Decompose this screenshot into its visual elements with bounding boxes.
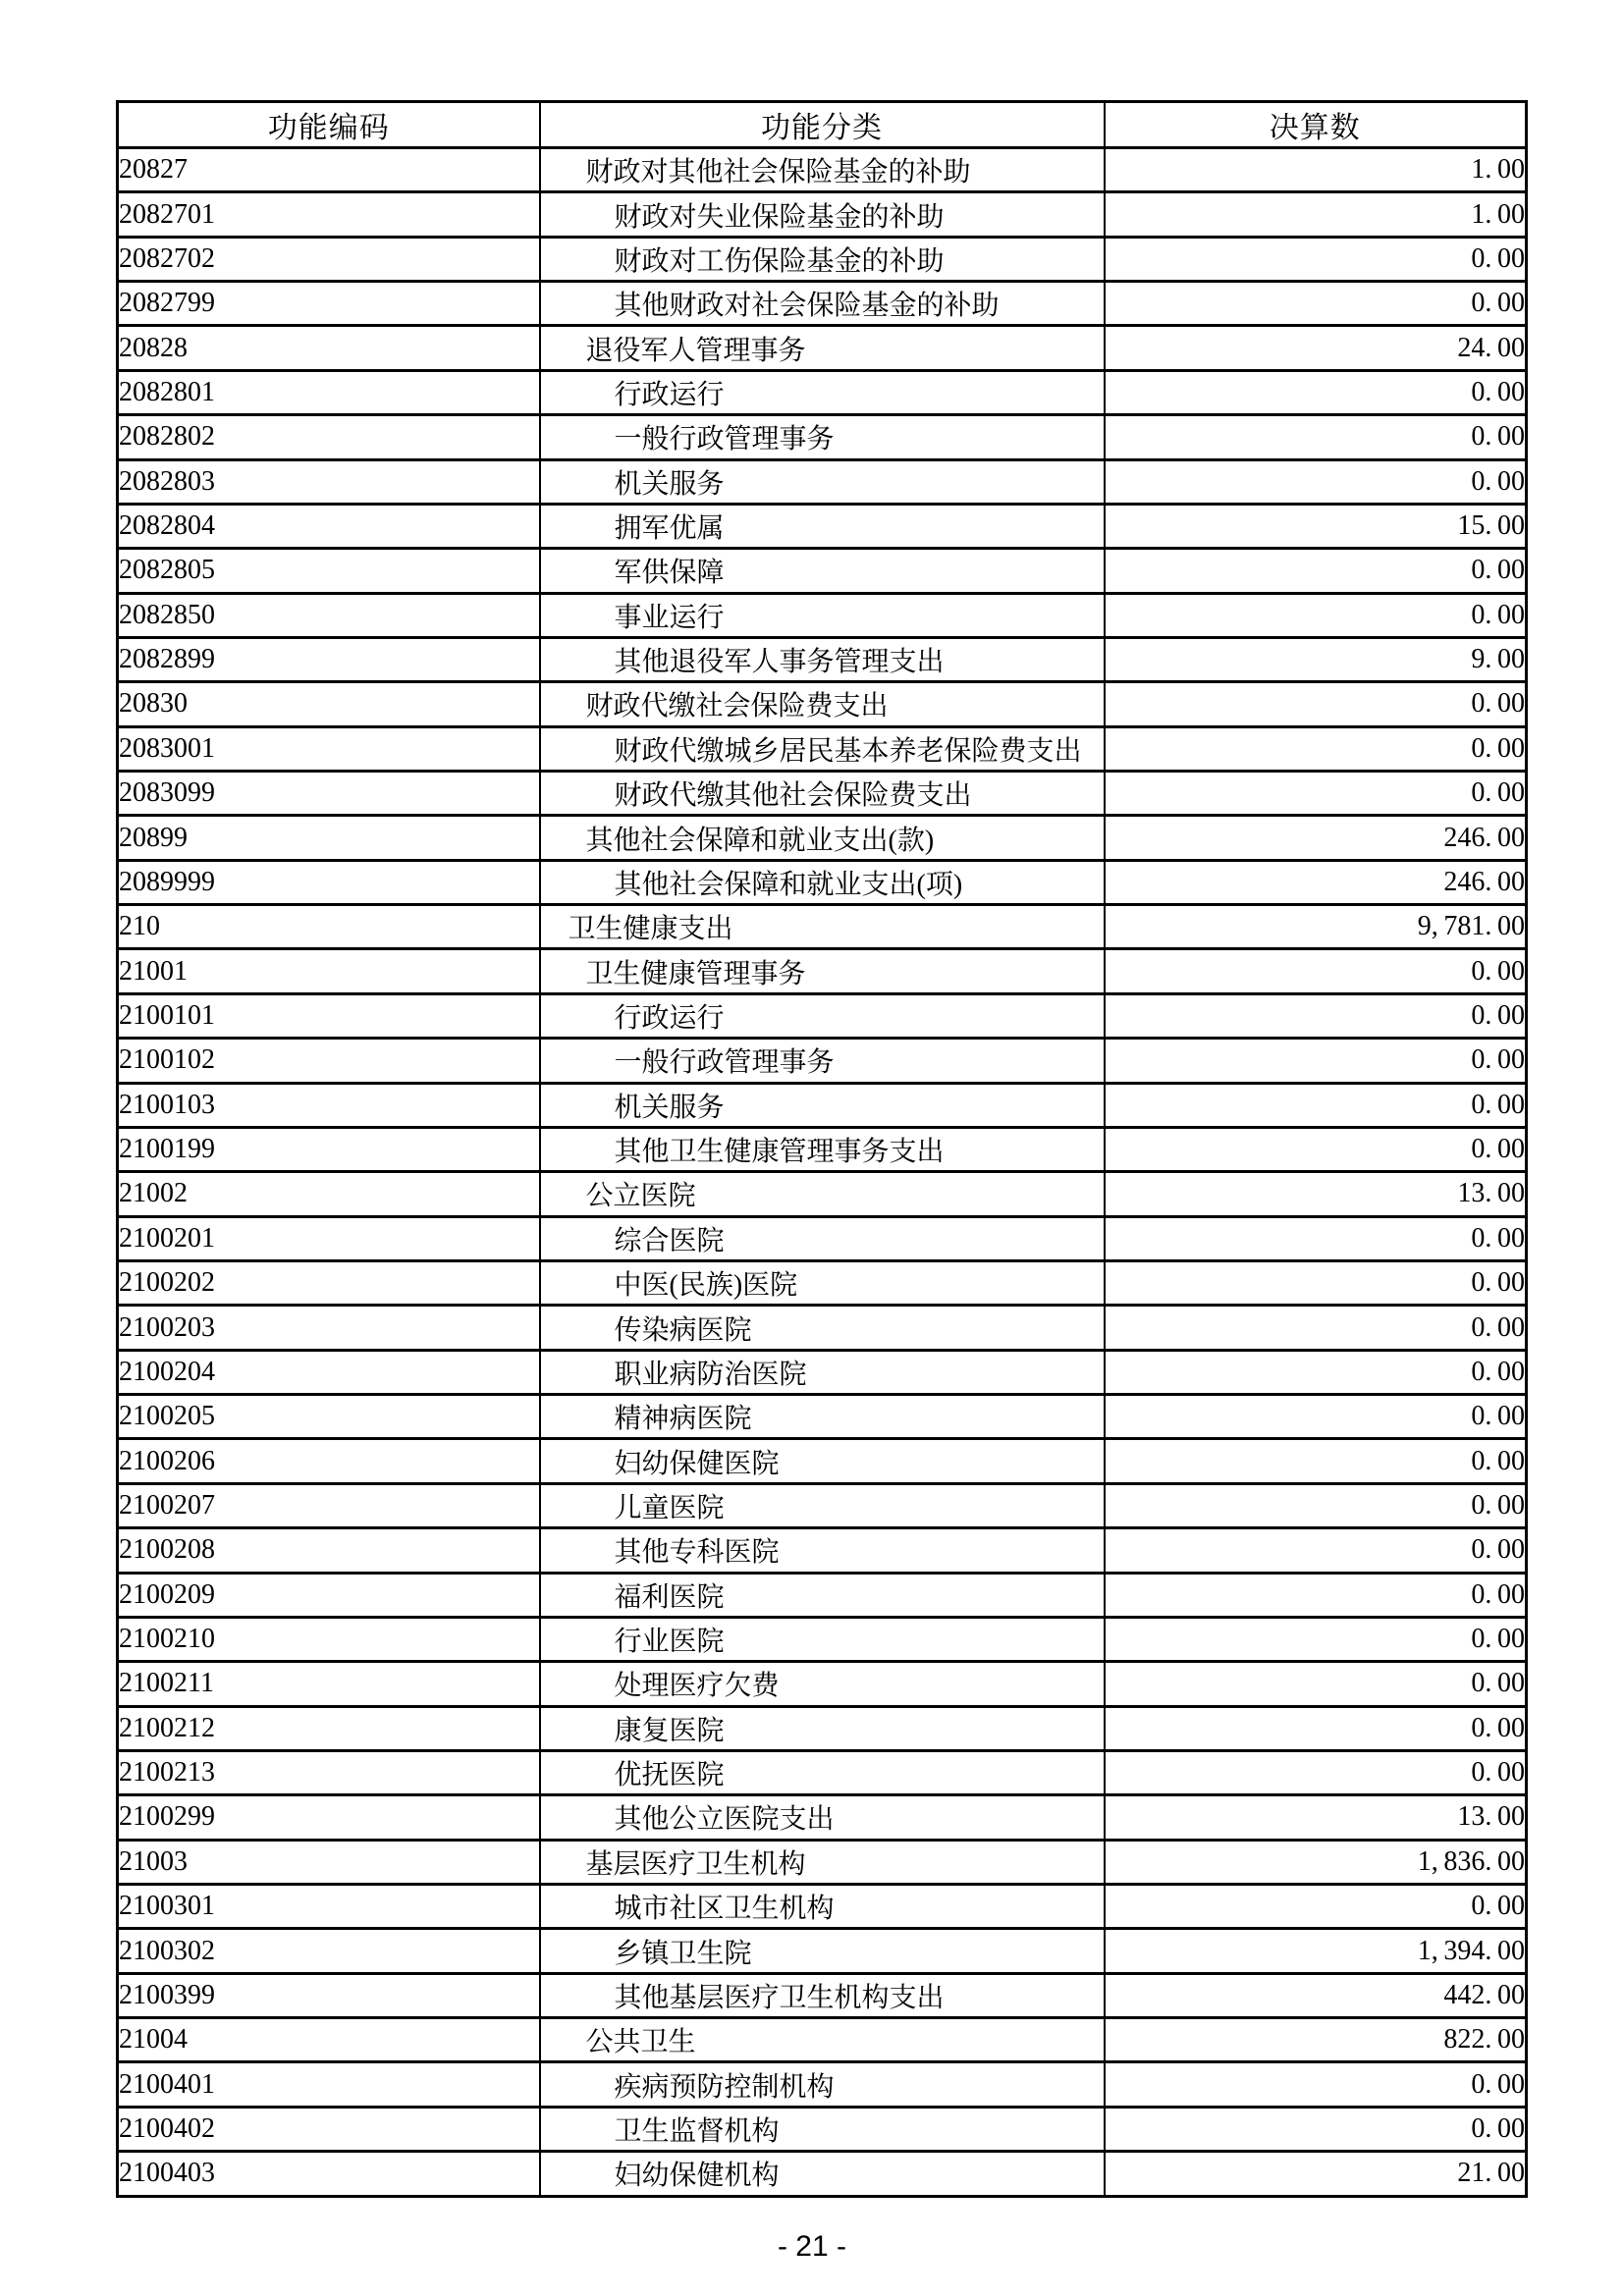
table-row: [118, 326, 1527, 370]
function-code-cell: 21004: [118, 2018, 540, 2062]
function-code-cell: 2100299: [118, 1795, 540, 1840]
function-code-cell: 2082804: [118, 504, 540, 548]
function-code-cell: 2100209: [118, 1573, 540, 1617]
function-code-cell: 21002: [118, 1172, 540, 1216]
table-row: [118, 682, 1527, 726]
function-code-cell: 2089999: [118, 860, 540, 904]
table-header-row: [118, 102, 1527, 148]
function-category-cell: 其他专科医院: [540, 1528, 1105, 1573]
final-amount-cell: 1. 00: [1105, 192, 1527, 237]
function-category-cell: 行政运行: [540, 993, 1105, 1038]
table-row: [118, 1350, 1527, 1394]
function-category-cell: 退役军人管理事务: [540, 326, 1105, 370]
table-row: [118, 1083, 1527, 1127]
final-amount-cell: 0. 00: [1105, 459, 1527, 504]
table-row: [118, 1216, 1527, 1260]
function-code-cell: 2100403: [118, 2152, 540, 2196]
function-category-cell: 公立医院: [540, 1172, 1105, 1216]
table-row: [118, 1795, 1527, 1840]
final-amount-cell: 0. 00: [1105, 949, 1527, 993]
function-category-cell: 乡镇卫生院: [540, 1929, 1105, 1973]
function-code-cell: 2100202: [118, 1260, 540, 1305]
final-amount-cell: 0. 00: [1105, 1127, 1527, 1171]
page-number: - 21 -: [777, 2230, 847, 2263]
final-amount-cell: 0. 00: [1105, 726, 1527, 771]
table-row: [118, 370, 1527, 414]
table-row: [118, 949, 1527, 993]
function-category-cell: 其他社会保障和就业支出(项): [540, 860, 1105, 904]
final-amount-cell: 9, 781. 00: [1105, 905, 1527, 949]
table-row: [118, 148, 1527, 192]
function-category-cell: 卫生健康支出: [540, 905, 1105, 949]
function-code-cell: 2100199: [118, 1127, 540, 1171]
function-code-cell: 21003: [118, 1840, 540, 1884]
function-category-cell: 机关服务: [540, 1083, 1105, 1127]
final-amount-cell: 0. 00: [1105, 1617, 1527, 1661]
function-category-cell: 处理医疗欠费: [540, 1662, 1105, 1706]
table-row: [118, 593, 1527, 637]
function-classification-table: [116, 100, 1528, 2198]
table-row: [118, 1172, 1527, 1216]
final-amount-cell: 0. 00: [1105, 1260, 1527, 1305]
function-category-cell: 财政对失业保险基金的补助: [540, 192, 1105, 237]
final-amount-cell: 822. 00: [1105, 2018, 1527, 2062]
function-category-cell: 精神病医院: [540, 1395, 1105, 1439]
function-code-cell: 2100207: [118, 1483, 540, 1527]
function-category-cell: 一般行政管理事务: [540, 415, 1105, 459]
table-row: [118, 772, 1527, 816]
function-category-cell: 财政代缴社会保险费支出: [540, 682, 1105, 726]
final-amount-cell: 0. 00: [1105, 1528, 1527, 1573]
function-category-cell: 儿童医院: [540, 1483, 1105, 1527]
column-header-final-amount: 决算数: [1105, 102, 1527, 148]
final-amount-cell: 24. 00: [1105, 326, 1527, 370]
table-row: [118, 1573, 1527, 1617]
table-row: [118, 1483, 1527, 1527]
column-header-function-category: 功能分类: [540, 102, 1105, 148]
function-code-cell: 2082701: [118, 192, 540, 237]
table-row: [118, 415, 1527, 459]
function-category-cell: 事业运行: [540, 593, 1105, 637]
function-category-cell: 基层医疗卫生机构: [540, 1840, 1105, 1884]
function-code-cell: 2100206: [118, 1439, 540, 1483]
table-row: [118, 282, 1527, 326]
table-row: [118, 1750, 1527, 1794]
final-amount-cell: 0. 00: [1105, 682, 1527, 726]
function-category-cell: 妇幼保健机构: [540, 2152, 1105, 2196]
function-code-cell: 2100204: [118, 1350, 540, 1394]
function-category-cell: 综合医院: [540, 1216, 1105, 1260]
table-row: [118, 1039, 1527, 1083]
final-amount-cell: 0. 00: [1105, 1039, 1527, 1083]
function-code-cell: 2100402: [118, 2107, 540, 2151]
final-amount-cell: 0. 00: [1105, 772, 1527, 816]
function-category-cell: 机关服务: [540, 459, 1105, 504]
table-row: [118, 192, 1527, 237]
table-row: [118, 1929, 1527, 1973]
function-code-cell: 2082803: [118, 459, 540, 504]
final-amount-cell: 442. 00: [1105, 1973, 1527, 2017]
table-row: [118, 2018, 1527, 2062]
table-row: [118, 2107, 1527, 2151]
function-category-cell: 公共卫生: [540, 2018, 1105, 2062]
function-category-cell: 疾病预防控制机构: [540, 2062, 1105, 2107]
final-amount-cell: 0. 00: [1105, 1885, 1527, 1929]
function-code-cell: 2082899: [118, 637, 540, 681]
final-amount-cell: 1. 00: [1105, 148, 1527, 192]
final-amount-cell: 0. 00: [1105, 1662, 1527, 1706]
table-row: [118, 459, 1527, 504]
function-category-cell: 城市社区卫生机构: [540, 1885, 1105, 1929]
table-header: [118, 102, 1527, 148]
function-category-cell: 一般行政管理事务: [540, 1039, 1105, 1083]
function-category-cell: 优抚医院: [540, 1750, 1105, 1794]
final-amount-cell: 0. 00: [1105, 1439, 1527, 1483]
table-row: [118, 2152, 1527, 2196]
function-category-cell: 卫生监督机构: [540, 2107, 1105, 2151]
final-amount-cell: 0. 00: [1105, 2107, 1527, 2151]
final-amount-cell: 0. 00: [1105, 549, 1527, 593]
function-category-cell: 行政运行: [540, 370, 1105, 414]
final-amount-cell: 0. 00: [1105, 1483, 1527, 1527]
table-row: [118, 1706, 1527, 1750]
table-row: [118, 1528, 1527, 1573]
final-amount-cell: 0. 00: [1105, 1216, 1527, 1260]
final-amount-cell: 246. 00: [1105, 860, 1527, 904]
final-amount-cell: 246. 00: [1105, 816, 1527, 860]
function-code-cell: 2082799: [118, 282, 540, 326]
table-row: [118, 1973, 1527, 2017]
function-category-cell: 中医(民族)医院: [540, 1260, 1105, 1305]
function-category-cell: 财政对其他社会保险基金的补助: [540, 148, 1105, 192]
table-row: [118, 905, 1527, 949]
function-category-cell: 其他财政对社会保险基金的补助: [540, 282, 1105, 326]
table-row: [118, 2062, 1527, 2107]
final-amount-cell: 0. 00: [1105, 1573, 1527, 1617]
function-code-cell: 21001: [118, 949, 540, 993]
table-row: [118, 1306, 1527, 1350]
final-amount-cell: 0. 00: [1105, 1706, 1527, 1750]
table-row: [118, 1127, 1527, 1171]
final-amount-cell: 1, 394. 00: [1105, 1929, 1527, 1973]
function-code-cell: 2100213: [118, 1750, 540, 1794]
table-row: [118, 1260, 1527, 1305]
final-amount-cell: 0. 00: [1105, 415, 1527, 459]
function-category-cell: 康复医院: [540, 1706, 1105, 1750]
table-row: [118, 237, 1527, 281]
final-amount-cell: 0. 00: [1105, 993, 1527, 1038]
function-code-cell: 2100399: [118, 1973, 540, 2017]
function-category-cell: 福利医院: [540, 1573, 1105, 1617]
final-amount-cell: 15. 00: [1105, 504, 1527, 548]
function-category-cell: 其他基层医疗卫生机构支出: [540, 1973, 1105, 2017]
table-row: [118, 726, 1527, 771]
final-amount-cell: 0. 00: [1105, 2062, 1527, 2107]
table-row: [118, 1885, 1527, 1929]
table-row: [118, 860, 1527, 904]
final-amount-cell: 0. 00: [1105, 1750, 1527, 1794]
final-amount-cell: 0. 00: [1105, 282, 1527, 326]
final-amount-cell: 0. 00: [1105, 593, 1527, 637]
table-body: [118, 148, 1527, 2197]
final-amount-cell: 1, 836. 00: [1105, 1840, 1527, 1884]
table-row: [118, 1617, 1527, 1661]
function-category-cell: 卫生健康管理事务: [540, 949, 1105, 993]
function-code-cell: 20828: [118, 326, 540, 370]
function-code-cell: 2100203: [118, 1306, 540, 1350]
function-code-cell: 2083099: [118, 772, 540, 816]
function-code-cell: 2100103: [118, 1083, 540, 1127]
function-code-cell: 210: [118, 905, 540, 949]
function-code-cell: 2100401: [118, 2062, 540, 2107]
final-amount-cell: 13. 00: [1105, 1795, 1527, 1840]
function-code-cell: 2100211: [118, 1662, 540, 1706]
table-row: [118, 1840, 1527, 1884]
function-category-cell: 职业病防治医院: [540, 1350, 1105, 1394]
function-code-cell: 2082802: [118, 415, 540, 459]
function-category-cell: 财政代缴其他社会保险费支出: [540, 772, 1105, 816]
function-code-cell: 2100301: [118, 1885, 540, 1929]
final-amount-cell: 9. 00: [1105, 637, 1527, 681]
function-category-cell: 拥军优属: [540, 504, 1105, 548]
function-code-cell: 20899: [118, 816, 540, 860]
table-row: [118, 1395, 1527, 1439]
column-header-function-code: 功能编码: [118, 102, 540, 148]
function-code-cell: 2100210: [118, 1617, 540, 1661]
function-category-cell: 军供保障: [540, 549, 1105, 593]
final-amount-cell: 0. 00: [1105, 370, 1527, 414]
function-code-cell: 2100212: [118, 1706, 540, 1750]
function-code-cell: 2082801: [118, 370, 540, 414]
function-code-cell: 2100208: [118, 1528, 540, 1573]
function-code-cell: 2082702: [118, 237, 540, 281]
function-category-cell: 其他退役军人事务管理支出: [540, 637, 1105, 681]
final-amount-cell: 0. 00: [1105, 1395, 1527, 1439]
table-row: [118, 816, 1527, 860]
function-code-cell: 2100102: [118, 1039, 540, 1083]
function-category-cell: 财政代缴城乡居民基本养老保险费支出: [540, 726, 1105, 771]
table-row: [118, 1439, 1527, 1483]
function-category-cell: 其他公立医院支出: [540, 1795, 1105, 1840]
function-category-cell: 其他社会保障和就业支出(款): [540, 816, 1105, 860]
function-code-cell: 20830: [118, 682, 540, 726]
table-row: [118, 1662, 1527, 1706]
function-category-cell: 其他卫生健康管理事务支出: [540, 1127, 1105, 1171]
table-row: [118, 504, 1527, 548]
final-amount-cell: 0. 00: [1105, 1083, 1527, 1127]
table-row: [118, 549, 1527, 593]
function-category-cell: 妇幼保健医院: [540, 1439, 1105, 1483]
final-amount-cell: 13. 00: [1105, 1172, 1527, 1216]
final-amount-cell: 21. 00: [1105, 2152, 1527, 2196]
function-code-cell: 2100302: [118, 1929, 540, 1973]
function-category-cell: 财政对工伤保险基金的补助: [540, 237, 1105, 281]
function-code-cell: 2082805: [118, 549, 540, 593]
function-category-cell: 行业医院: [540, 1617, 1105, 1661]
table-row: [118, 637, 1527, 681]
function-code-cell: 2082850: [118, 593, 540, 637]
function-code-cell: 2100201: [118, 1216, 540, 1260]
function-code-cell: 20827: [118, 148, 540, 192]
table-row: [118, 993, 1527, 1038]
function-code-cell: 2100101: [118, 993, 540, 1038]
final-amount-cell: 0. 00: [1105, 1306, 1527, 1350]
final-amount-cell: 0. 00: [1105, 237, 1527, 281]
function-code-cell: 2100205: [118, 1395, 540, 1439]
final-amount-cell: 0. 00: [1105, 1350, 1527, 1394]
function-category-cell: 传染病医院: [540, 1306, 1105, 1350]
function-code-cell: 2083001: [118, 726, 540, 771]
